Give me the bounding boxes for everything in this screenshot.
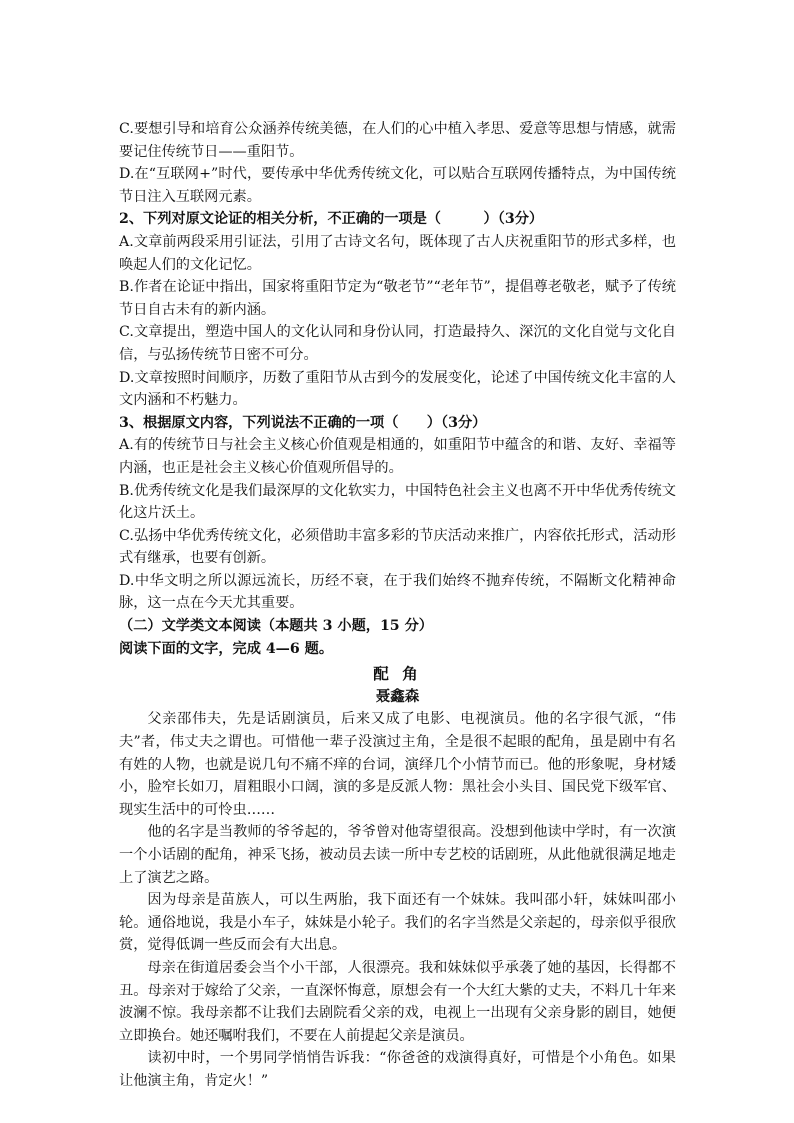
question-2-option-b: B.作者在论证中指出，国家将重阳节定为“敬老节”“老年节”，提倡尊老敬老，赋予了传统节日自古未有的新内涵。 <box>119 279 676 318</box>
question-3-option-d: D.中华文明之所以源远流长，历经不衰，在于我们始终不抛弃传统，不隔断文化精神命脉，这一点在今天尤其重要。 <box>119 572 676 612</box>
story-author: 聂鑫森 <box>375 687 420 705</box>
story-paragraph-5: 读初中时，一个男同学悄悄告诉我：“你爸爸的戏演得真好，可惜是个小角色。如果让他演主角，肯定火！” <box>119 1050 676 1089</box>
story-paragraph-2: 他的名字是当教师的爷爷起的，爷爷曾对他寄望很高。没想到他读中学时，有一次演一个小话剧的配角，神采飞扬，被动员去读一所中专艺校的话剧班，从此他就很满足地走上了演艺之路。 <box>119 824 676 886</box>
document-page <box>119 118 676 1093</box>
question-3-stem: 3、根据原文内容，下列说法不正确的一项（ ）（3分） <box>119 414 487 431</box>
section-2-heading: （二）文学类文本阅读（本题共 3 小题，15 分） <box>119 618 433 635</box>
story-title: 配 角 <box>373 664 422 684</box>
question-2-option-c: C.文章提出，塑造中国人的文化认同和身份认同，打造最持久、深沉的文化自觉与文化自信，与弘扬传统节日密不可分。 <box>119 324 676 363</box>
story-paragraph-3: 因为母亲是苗族人，可以生两胎，我下面还有一个妹妹。我叫邵小轩，妹妹叫邵小轮。通俗地说，我是小车子，妹妹是小轮子。我们的名字当然是父亲起的，母亲似乎很欣赏，觉得低调一些反而会有大出息。 <box>119 892 676 954</box>
section-2-instruction: 阅读下面的文字，完成 4—6 题。 <box>119 640 334 657</box>
story-paragraph-4: 母亲在街道居委会当个小干部，人很漂亮。我和妹妹似乎承袭了她的基因，长得都不丑。母亲对于嫁给了父亲，一直深怀悔意，原想会有一个大红大紫的丈夫，不料几十年来波澜不惊。我母亲都不让我们去剧院看父亲的戏，电视上一出现有父亲身影的剧目，她便立即换台。她还嘱咐我们，不要在人前提起父亲是演员。 <box>119 959 676 1044</box>
question-3-option-c: C.弘扬中华优秀传统文化，必须借助丰富多彩的节庆活动来推广，内容依托形式，活动形式有继承，也要有创新。 <box>119 527 676 567</box>
question-2-stem: 2、下列对原文论证的相关分析，不正确的一项是（ ）（3分） <box>119 211 544 228</box>
question-2-option-a: A.文章前两段采用引证法，引用了古诗文名句，既体现了古人庆祝重阳节的形式多样，也唤起人们的文化记忆。 <box>119 233 676 273</box>
story-paragraph-1: 父亲邵伟夫，先是话剧演员，后来又成了电影、电视演员。他的名字很气派，“伟夫”者，伟丈夫之谓也。可惜他一辈子没演过主角，全是很不起眼的配角，虽是剧中有名有姓的人物，也就是说几句不痛不痒的台词，演绎几个小情节而已。他的形象呢，身材矮小，脸窄长如刀，眉粗眼小口阔，演的多是反派人物：黑社会小头目、国民党下级军官、现实生活中的可怜虫…… <box>119 711 676 818</box>
question-2-option-d: D.文章按照时间顺序，历数了重阳节从古到今的发展变化，论述了中国传统文化丰富的人文内涵和不朽魅力。 <box>119 369 676 409</box>
question-3-option-a: A.有的传统节日与社会主义核心价值观是相通的，如重阳节中蕴含的和谐、友好、幸福等内涵，也正是社会主义核心价值观所倡导的。 <box>119 437 676 476</box>
part1-item-d: D.在“互联网+”时代，要传承中华优秀传统文化，可以贴合互联网传播特点，为中国传统节日注入互联网元素。 <box>119 166 676 205</box>
question-3-option-b: B.优秀传统文化是我们最深厚的文化软实力，中国特色社会主义也离不开中华优秀传统文化这片沃土。 <box>119 482 676 522</box>
part1-item-c: C.要想引导和培育公众涵养传统美德，在人们的心中植入孝思、爱意等思想与情感，就需要记住传统节日——重阳节。 <box>119 121 676 160</box>
